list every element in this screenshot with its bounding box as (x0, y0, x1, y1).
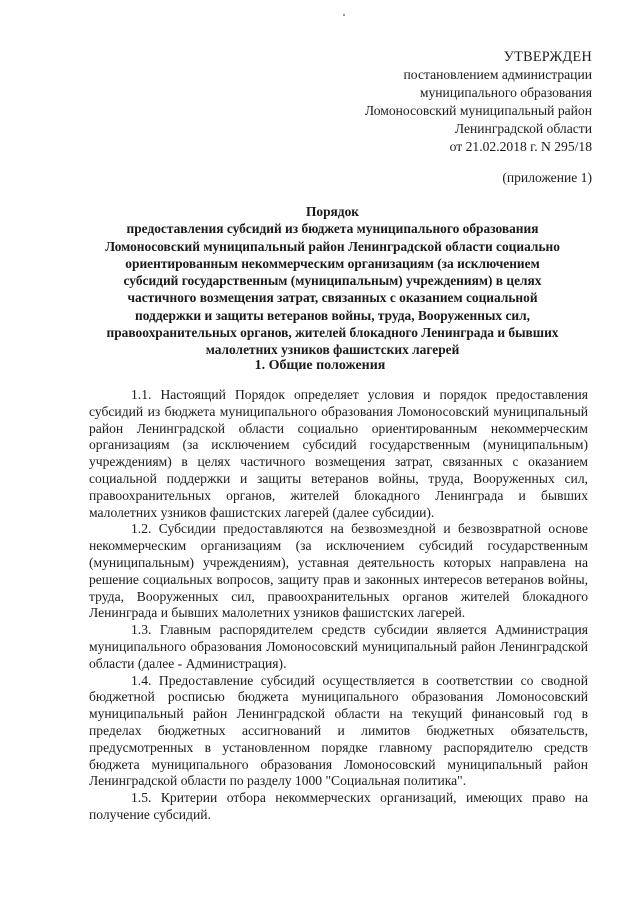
document-title (100, 203, 565, 359)
title-heading: Порядок (306, 204, 359, 219)
scan-speck (343, 14, 345, 16)
approval-line: муниципального образования (419, 85, 592, 100)
paragraph-1-5: 1.5. Критерии отбора некоммерческих организаций, имеющих право на получение субсидий. (89, 790, 588, 822)
approval-heading: УТВЕРЖДЕН (503, 49, 592, 65)
paragraph-1-4: 1.4. Предоставление субсидий осуществляется в соответствии со сводной бюджетной росписью бюджета муниципального образования Ломоносовский муниципальный район Ленинградской области на текущий финансовый год в пределах бюджетных ассигнований и лимитов бюджетных обязательств, предусмотренных в установленном порядке главному распорядителю средств бюджета муниципального образования Ломоносовский муниципальный район Ленинградской области по разделу 1000 "Социальная политика". (89, 672, 588, 789)
section-heading: 1. Общие положения (254, 358, 386, 373)
appendix-note: (приложение 1) (502, 170, 592, 185)
paragraph-1-3: 1.3. Главным распорядителем средств субсидии является Администрация муниципального образования Ломоносовский муниципальный район Ленинградской области (далее - Администрация). (89, 622, 588, 671)
approval-line: постановлением администрации (403, 67, 592, 82)
title-subtitle: предоставления субсидий из бюджета муниципального образования Ломоносовский муниципальный район Ленинградской области социально ориентированным некоммерческим организациям (за исключением субсидий государственным (муниципальным) учреждениям) в целях частичного возмещения затрат, связанных с оказанием социальной поддержки и защиты ветеранов войны, труда, Вооруженных сил, правоохранительных органов, жителей блокадного Ленинграда и бывших малолетних узников фашистских лагерей (105, 221, 560, 358)
paragraph-1-2: 1.2. Субсидии предоставляются на безвозмездной и безвозвратной основе некоммерческим организациям (за исключением субсидий государственным (муниципальным) учреждениям), уставная деятельность которых направлена на решение социальных вопросов, защиту прав и законных интересов ветеранов войны, труда, Вооруженных сил, правоохранительных органов жителей блокадного Ленинграда и бывших малолетних узников фашистских лагерей. (89, 521, 588, 621)
section-body (89, 387, 588, 824)
approval-line: Ленинградской области (454, 121, 592, 136)
approval-stamp-block (365, 48, 592, 156)
paragraph-1-1: 1.1. Настоящий Порядок определяет условия и порядок предоставления субсидий из бюджета муниципального образования Ломоносовский муниципальный район Ленинградской области социально ориентированным некоммерческим организациям (за исключением субсидий государственным (муниципальным) учреждениям) в целях частичного возмещения затрат, связанных с оказанием социальной поддержки и защиты ветеранов войны, труда, Вооруженных сил, правоохранительных органов, жителей блокадного Ленинграда и бывших малолетних узников фашистских лагерей (далее субсидии). (89, 387, 588, 520)
approval-line: от 21.02.2018 г. N 295/18 (449, 139, 592, 154)
approval-line: Ломоносовский муниципальный район (364, 103, 592, 118)
